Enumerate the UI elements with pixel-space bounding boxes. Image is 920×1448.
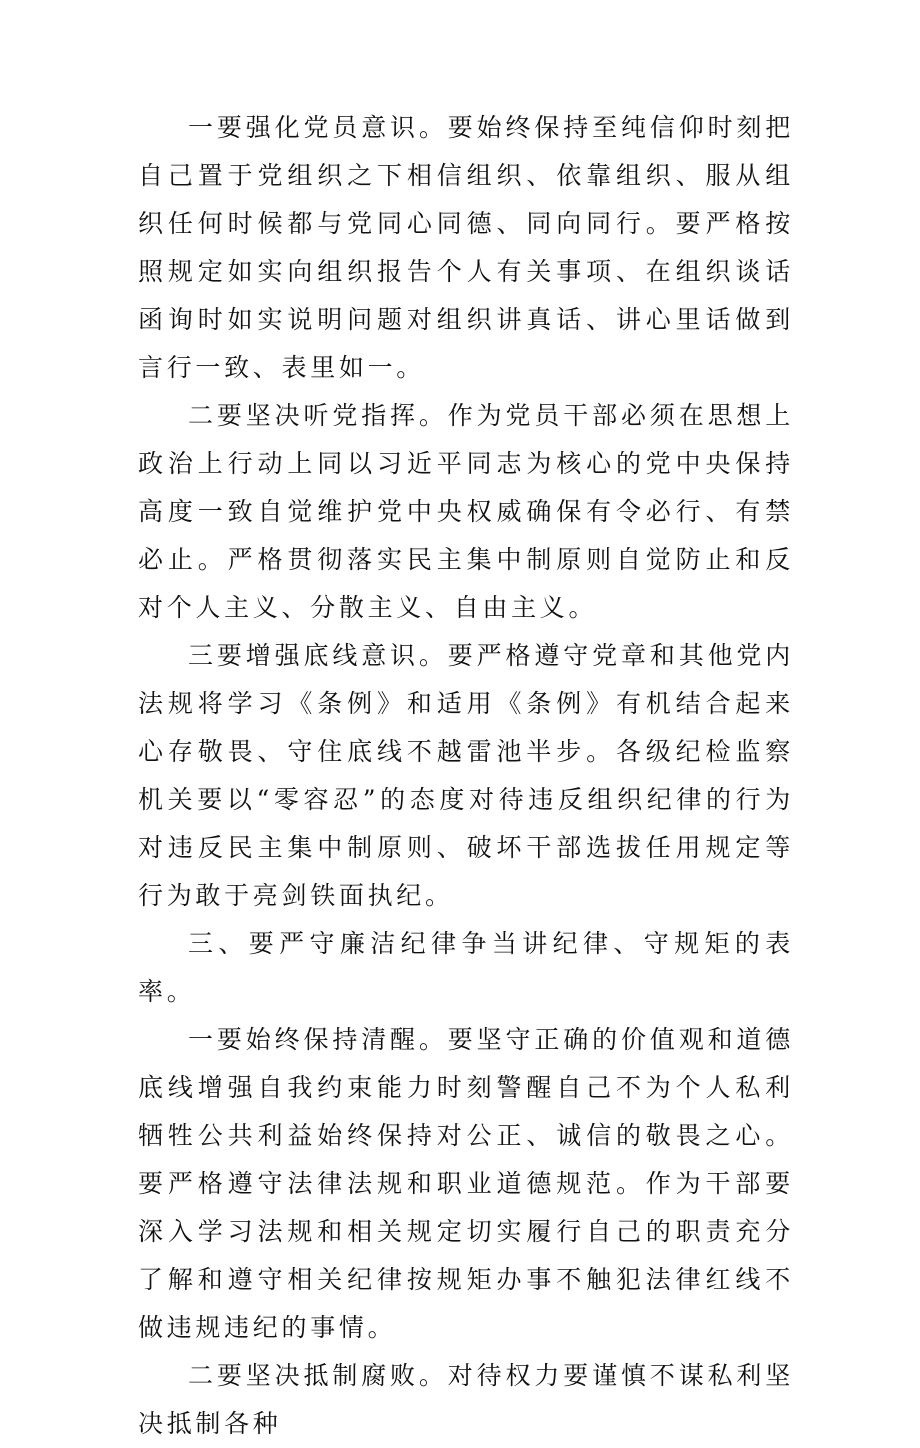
paragraph-resist-corruption: 二要坚决抵制腐败。对待权力要谨慎不谋私利坚决抵制各种 bbox=[138, 1361, 794, 1438]
paragraph-bottom-line-awareness: 三要增强底线意识。要严格遵守党章和其他党内法规将学习《条例》和适用《条例》有机结合起来心存敬畏、守住底线不越雷池半步。各级纪检监察机关要以“零容忍”的态度对待违反组织纪律的行为对违反民主集中制原则、破坏干部选拔任用规定等行为敢于亮剑铁面执纪。 bbox=[138, 641, 794, 910]
paragraph-strengthen-party-awareness: 一要强化党员意识。要始终保持至纯信仰时刻把自己置于党组织之下相信组织、依靠组织、服从组织任何时候都与党同心同德、同向同行。要严格按照规定如实向组织报告个人有关事项、在组织谈话函询时如实说明问题对组织讲真话、讲心里话做到言行一致、表里如一。 bbox=[138, 113, 794, 382]
section-heading-integrity-discipline: 三、要严守廉洁纪律争当讲纪律、守规矩的表率。 bbox=[138, 929, 794, 1006]
paragraph-stay-clear-minded: 一要始终保持清醒。要坚守正确的价值观和道德底线增强自我约束能力时刻警醒自己不为个人私利牺牲公共利益始终保持对公正、诚信的敬畏之心。要严格遵守法律法规和职业道德规范。作为干部要深入学习法规和相关规定切实履行自己的职责充分了解和遵守相关纪律按规矩办事不触犯法律红线不做违规违纪的事情。 bbox=[138, 1025, 794, 1342]
paragraph-follow-party-command: 二要坚决听党指挥。作为党员干部必须在思想上政治上行动上同以习近平同志为核心的党中央保持高度一致自觉维护党中央权威确保有令必行、有禁必止。严格贯彻落实民主集中制原则自觉防止和反对个人主义、分散主义、自由主义。 bbox=[138, 401, 794, 622]
